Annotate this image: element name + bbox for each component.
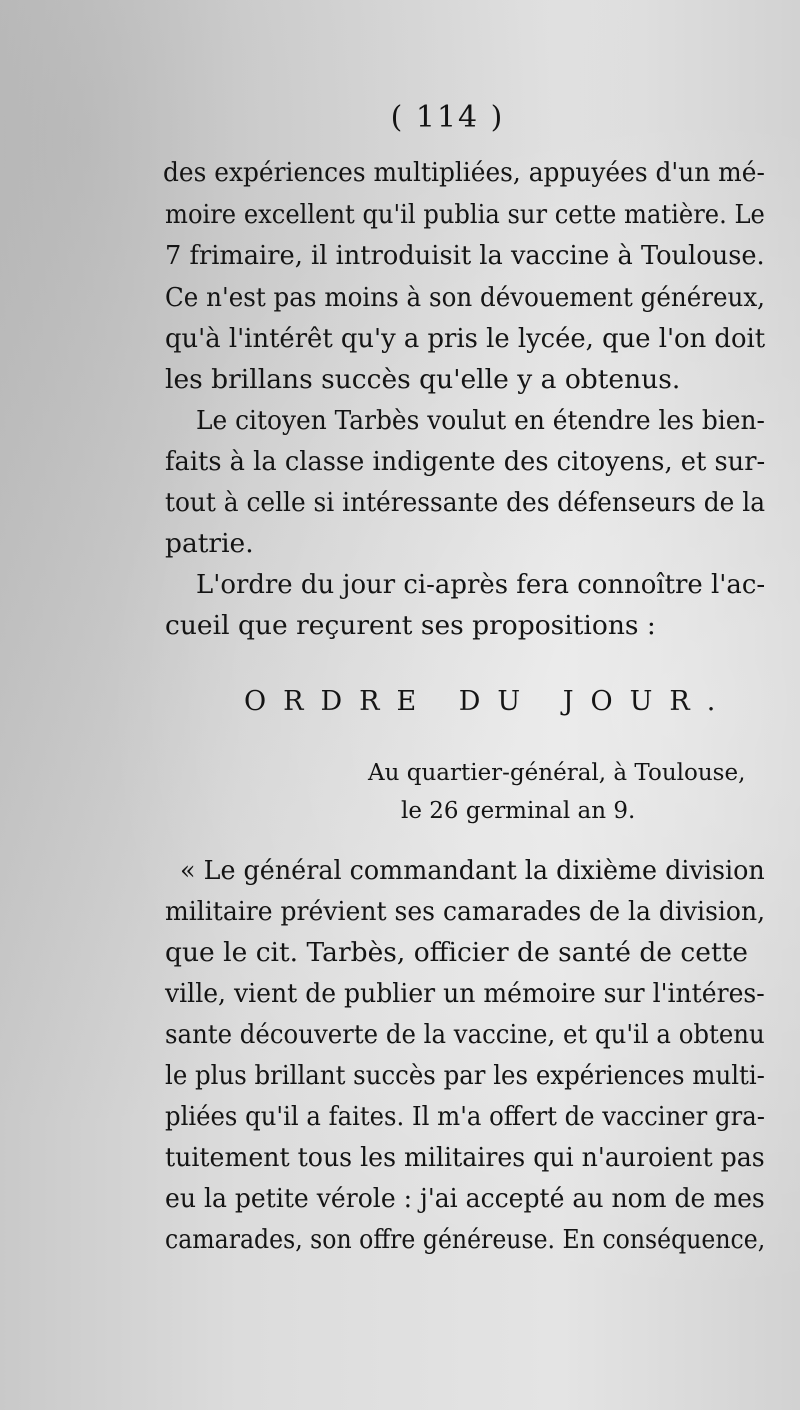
- dateline-date: le 26 germinal an 9.: [401, 798, 636, 824]
- text-line: camarades, son offre généreuse. En conséquence,: [165, 1224, 766, 1255]
- text-line: « Le général commandant la dixième division: [180, 855, 765, 886]
- section-heading: ORDRE DU JOUR.: [244, 686, 733, 717]
- dateline-place: Au quartier-général, à Toulouse,: [368, 760, 746, 786]
- text-line: pliées qu'il a faites. Il m'a offert de vacciner gra-: [165, 1101, 765, 1132]
- text-line: le plus brillant succès par les expériences multi-: [165, 1060, 765, 1091]
- text-line: ville, vient de publier un mémoire sur l'intéres-: [165, 978, 765, 1009]
- text-line: militaire prévient ses camarades de la division,: [165, 896, 766, 927]
- text-line: tout à celle si intéressante des défenseurs de la: [165, 487, 766, 518]
- text-line: eu la petite vérole : j'ai accepté au nom de mes: [165, 1183, 765, 1214]
- text-line: que le cit. Tarbès, officier de santé de cette: [165, 937, 748, 968]
- text-line: qu'à l'intérêt qu'y a pris le lycée, que l'on doit: [165, 323, 766, 354]
- text-line: sante découverte de la vaccine, et qu'il a obtenu: [165, 1019, 765, 1050]
- text-line: 7 frimaire, il introduisit la vaccine à Toulouse.: [165, 240, 765, 271]
- text-line: tuitement tous les militaires qui n'auroient pas: [165, 1142, 765, 1173]
- text-line: cueil que reçurent ses propositions :: [165, 610, 656, 641]
- text-line: les brillans succès qu'elle y a obtenus.: [165, 364, 681, 395]
- text-line: Ce n'est pas moins à son dévouement généreux,: [165, 282, 766, 313]
- page-number: ( 114 ): [390, 100, 505, 135]
- text-line: Le citoyen Tarbès voulut en étendre les bien-: [196, 405, 765, 436]
- text-line: faits à la classe indigente des citoyens, et sur-: [165, 446, 766, 477]
- text-line: patrie.: [165, 528, 254, 559]
- text-line: des expériences multipliées, appuyées d'un mé-: [163, 157, 765, 188]
- text-line: L'ordre du jour ci-après fera connoître l'ac-: [196, 569, 766, 600]
- text-line: moire excellent qu'il publia sur cette matière. Le: [165, 199, 765, 230]
